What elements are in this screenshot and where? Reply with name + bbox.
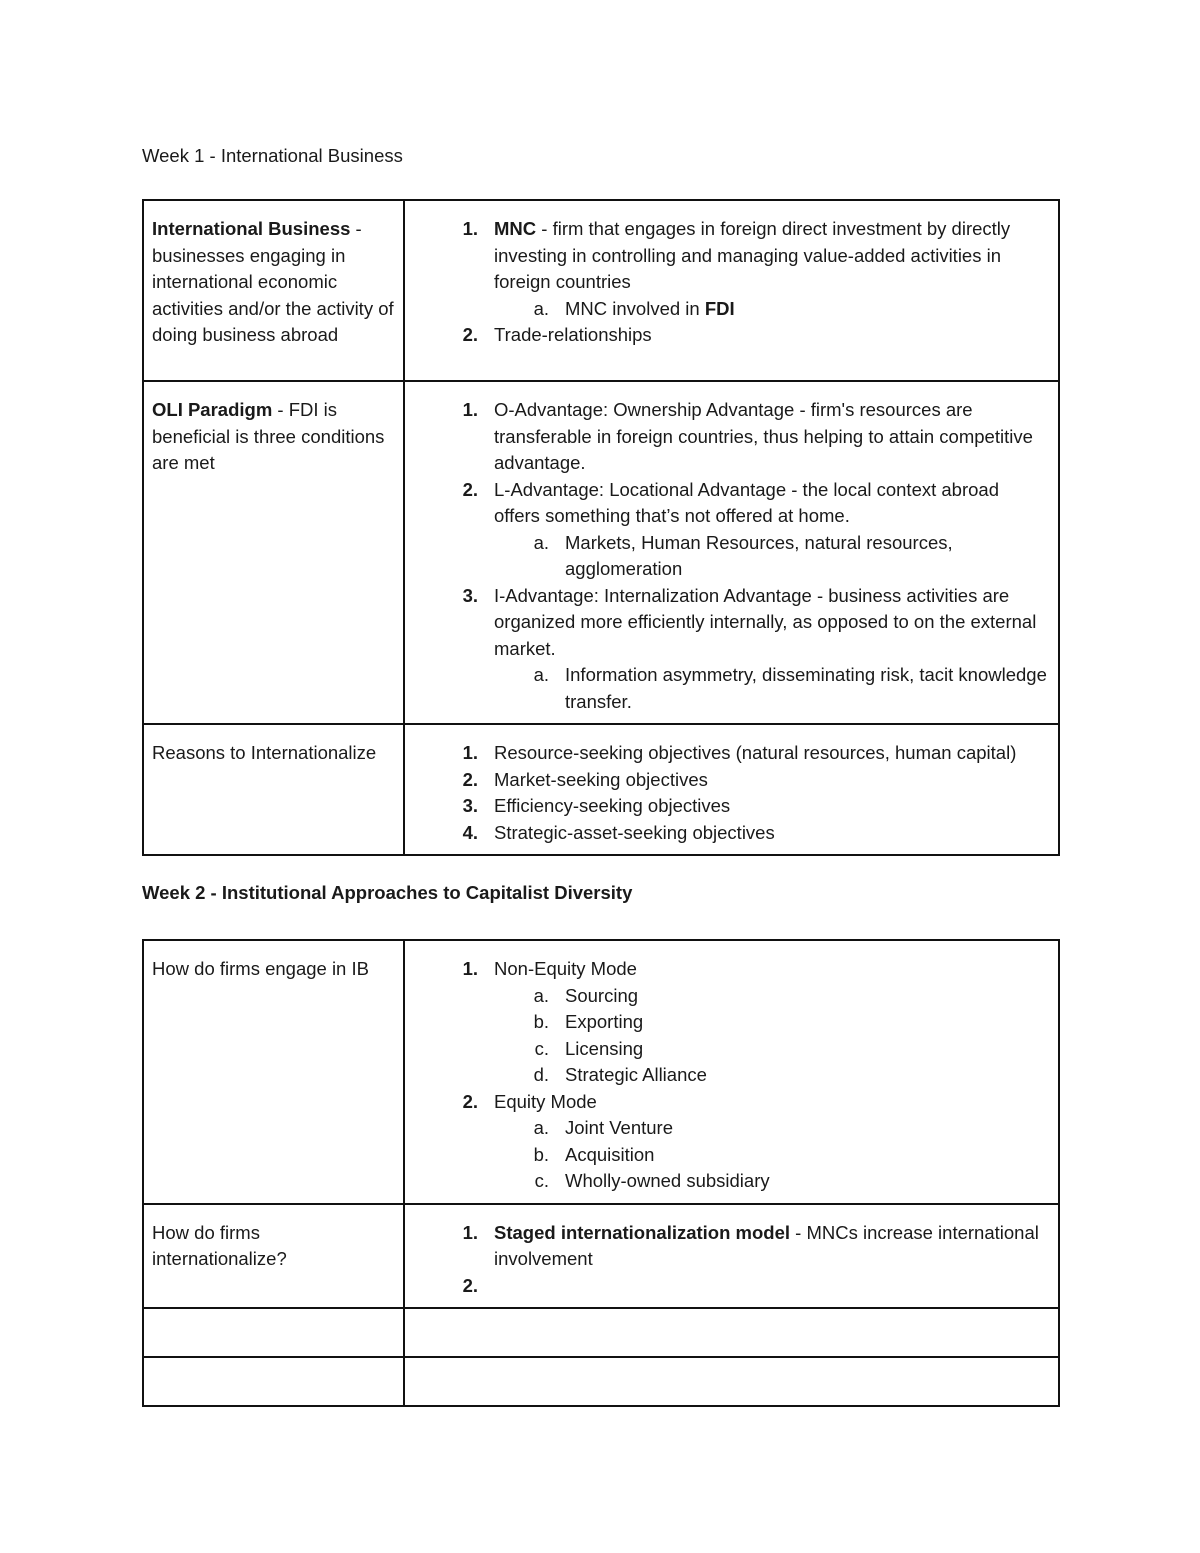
numbered-list: [413, 956, 1050, 1195]
sub-list-item: [413, 1036, 1050, 1063]
numbered-list: [413, 397, 1050, 715]
sub-item-text: Licensing: [565, 1037, 644, 1059]
list-number: 1.: [462, 958, 478, 979]
term-description: - FDI is beneficial is three conditions are met: [152, 399, 385, 473]
sub-list-item: [413, 1009, 1050, 1036]
list-number: 2.: [462, 768, 478, 790]
list-item: [413, 477, 1050, 530]
item-text: I-Advantage: Internalization Advantage - business activities are organized more efficiently internally, as opposed to on the external market.: [494, 584, 1037, 659]
sub-item-text: Markets, Human Resources, natural resources, agglomeration: [565, 531, 953, 579]
list-item: [413, 740, 1050, 767]
item-text: Market-seeking objectives: [494, 768, 708, 790]
item-text: Trade-relationships: [494, 324, 652, 345]
item-text: Strategic-asset-seeking objectives: [494, 821, 775, 843]
item-text: Efficiency-seeking objectives: [494, 795, 731, 816]
definition-cell: [404, 1308, 1059, 1357]
sub-list-letter: a.: [533, 531, 549, 553]
item-text: O-Advantage: Ownership Advantage - firm's resources are transferable in foreign countries, thus helping to attain competitive advantage.: [494, 399, 1033, 473]
list-item: [413, 1220, 1050, 1273]
term-description: - businesses engaging in international economic activities and/or the activity of doing business abroad: [152, 218, 394, 345]
term-description: How do firms engage in IB: [152, 958, 369, 979]
sub-item-text: MNC involved in: [565, 297, 705, 319]
definition-cell: [404, 940, 1059, 1204]
item-text: Equity Mode: [494, 1090, 597, 1112]
list-item: [413, 767, 1050, 794]
term-cell: [143, 381, 404, 724]
item-text: - MNCs increase international involvement: [494, 1221, 1039, 1269]
week1-notes-table: [142, 199, 1060, 856]
sub-item-bold: FDI: [704, 297, 735, 319]
sub-list-letter: a.: [533, 297, 549, 319]
definition-cell: [404, 200, 1059, 381]
sub-list-letter: a.: [533, 984, 549, 1006]
list-item: [413, 956, 1050, 983]
term-cell: [143, 1357, 404, 1406]
table-row: [143, 1357, 1059, 1406]
list-number: 2.: [462, 324, 478, 345]
definition-cell: [404, 1357, 1059, 1406]
term-description: Reasons to Internationalize: [152, 742, 377, 763]
list-number: 1.: [462, 742, 478, 763]
sub-list-item: [413, 530, 1050, 583]
term-cell: [143, 200, 404, 381]
list-number: 2.: [462, 1274, 478, 1296]
item-text: Non-Equity Mode: [494, 958, 637, 979]
list-item: [413, 1089, 1050, 1116]
term-cell: [143, 1308, 404, 1357]
item-term: Staged internationalization model: [494, 1221, 791, 1243]
term-cell: [143, 1204, 404, 1309]
list-number: 1.: [462, 218, 478, 239]
term-description: How do firms internationalize?: [152, 1221, 287, 1269]
list-number: 2.: [462, 1090, 478, 1112]
table-row: [143, 940, 1059, 1204]
item-text: Resource-seeking objectives (natural resources, human capital): [494, 742, 1017, 763]
numbered-list: [413, 740, 1050, 846]
list-number: 4.: [462, 821, 478, 843]
week1-heading: Week 1 - International Business: [142, 145, 403, 166]
sub-list-item: [413, 296, 1050, 323]
sub-list-letter: c.: [534, 1170, 549, 1191]
term-title: OLI Paradigm: [152, 399, 273, 420]
sub-list-item: [413, 662, 1050, 715]
list-number: 3.: [462, 584, 478, 606]
definition-cell: [404, 724, 1059, 855]
numbered-list: [413, 216, 1050, 349]
list-item: [413, 583, 1050, 663]
item-text: - firm that engages in foreign direct investment by directly investing in controlling and managing value-added activities in foreign countries: [494, 218, 1011, 292]
sub-list-item: [413, 1142, 1050, 1169]
term-cell: [143, 940, 404, 1204]
sub-item-text: Wholly-owned subsidiary: [565, 1170, 770, 1191]
list-number: 3.: [462, 795, 478, 816]
numbered-list: [413, 1220, 1050, 1300]
sub-list-item: [413, 1168, 1050, 1195]
term-title: International Business: [152, 218, 351, 239]
table-row: [143, 1204, 1059, 1309]
sub-list-item: [413, 1115, 1050, 1142]
sub-item-text: Exporting: [565, 1011, 644, 1032]
sub-list-letter: b.: [533, 1011, 549, 1032]
sub-list-letter: d.: [533, 1064, 549, 1085]
table-row: [143, 381, 1059, 724]
table-row: [143, 1308, 1059, 1357]
list-item: [413, 322, 1050, 349]
sub-item-text: Joint Venture: [565, 1117, 673, 1138]
week2-notes-table: [142, 939, 1060, 1407]
sub-item-text: Sourcing: [565, 984, 639, 1006]
list-number: 1.: [462, 1221, 478, 1243]
list-item: [413, 216, 1050, 296]
list-item: [413, 1273, 1050, 1300]
list-number: 1.: [462, 399, 478, 420]
item-text: L-Advantage: Locational Advantage - the local context abroad offers something that’s not offered at home.: [494, 478, 999, 526]
table-row: [143, 200, 1059, 381]
sub-item-text: Strategic Alliance: [565, 1064, 707, 1085]
sub-list-letter: c.: [534, 1037, 549, 1059]
table-row: [143, 724, 1059, 855]
term-cell: [143, 724, 404, 855]
list-item: [413, 793, 1050, 820]
list-number: 2.: [462, 478, 478, 500]
sub-list-letter: a.: [533, 1117, 549, 1138]
sub-list-letter: b.: [533, 1143, 549, 1165]
list-item: [413, 820, 1050, 847]
sub-list-item: [413, 983, 1050, 1010]
sub-list-letter: a.: [533, 664, 549, 685]
week2-heading: Week 2 - Institutional Approaches to Capitalist Diversity: [142, 882, 633, 903]
definition-cell: [404, 381, 1059, 724]
definition-cell: [404, 1204, 1059, 1309]
sub-item-text: Information asymmetry, disseminating risk, tacit knowledge transfer.: [565, 664, 1047, 712]
sub-list-item: [413, 1062, 1050, 1089]
sub-item-text: Acquisition: [565, 1143, 655, 1165]
item-term: MNC: [494, 218, 537, 239]
list-item: [413, 397, 1050, 477]
